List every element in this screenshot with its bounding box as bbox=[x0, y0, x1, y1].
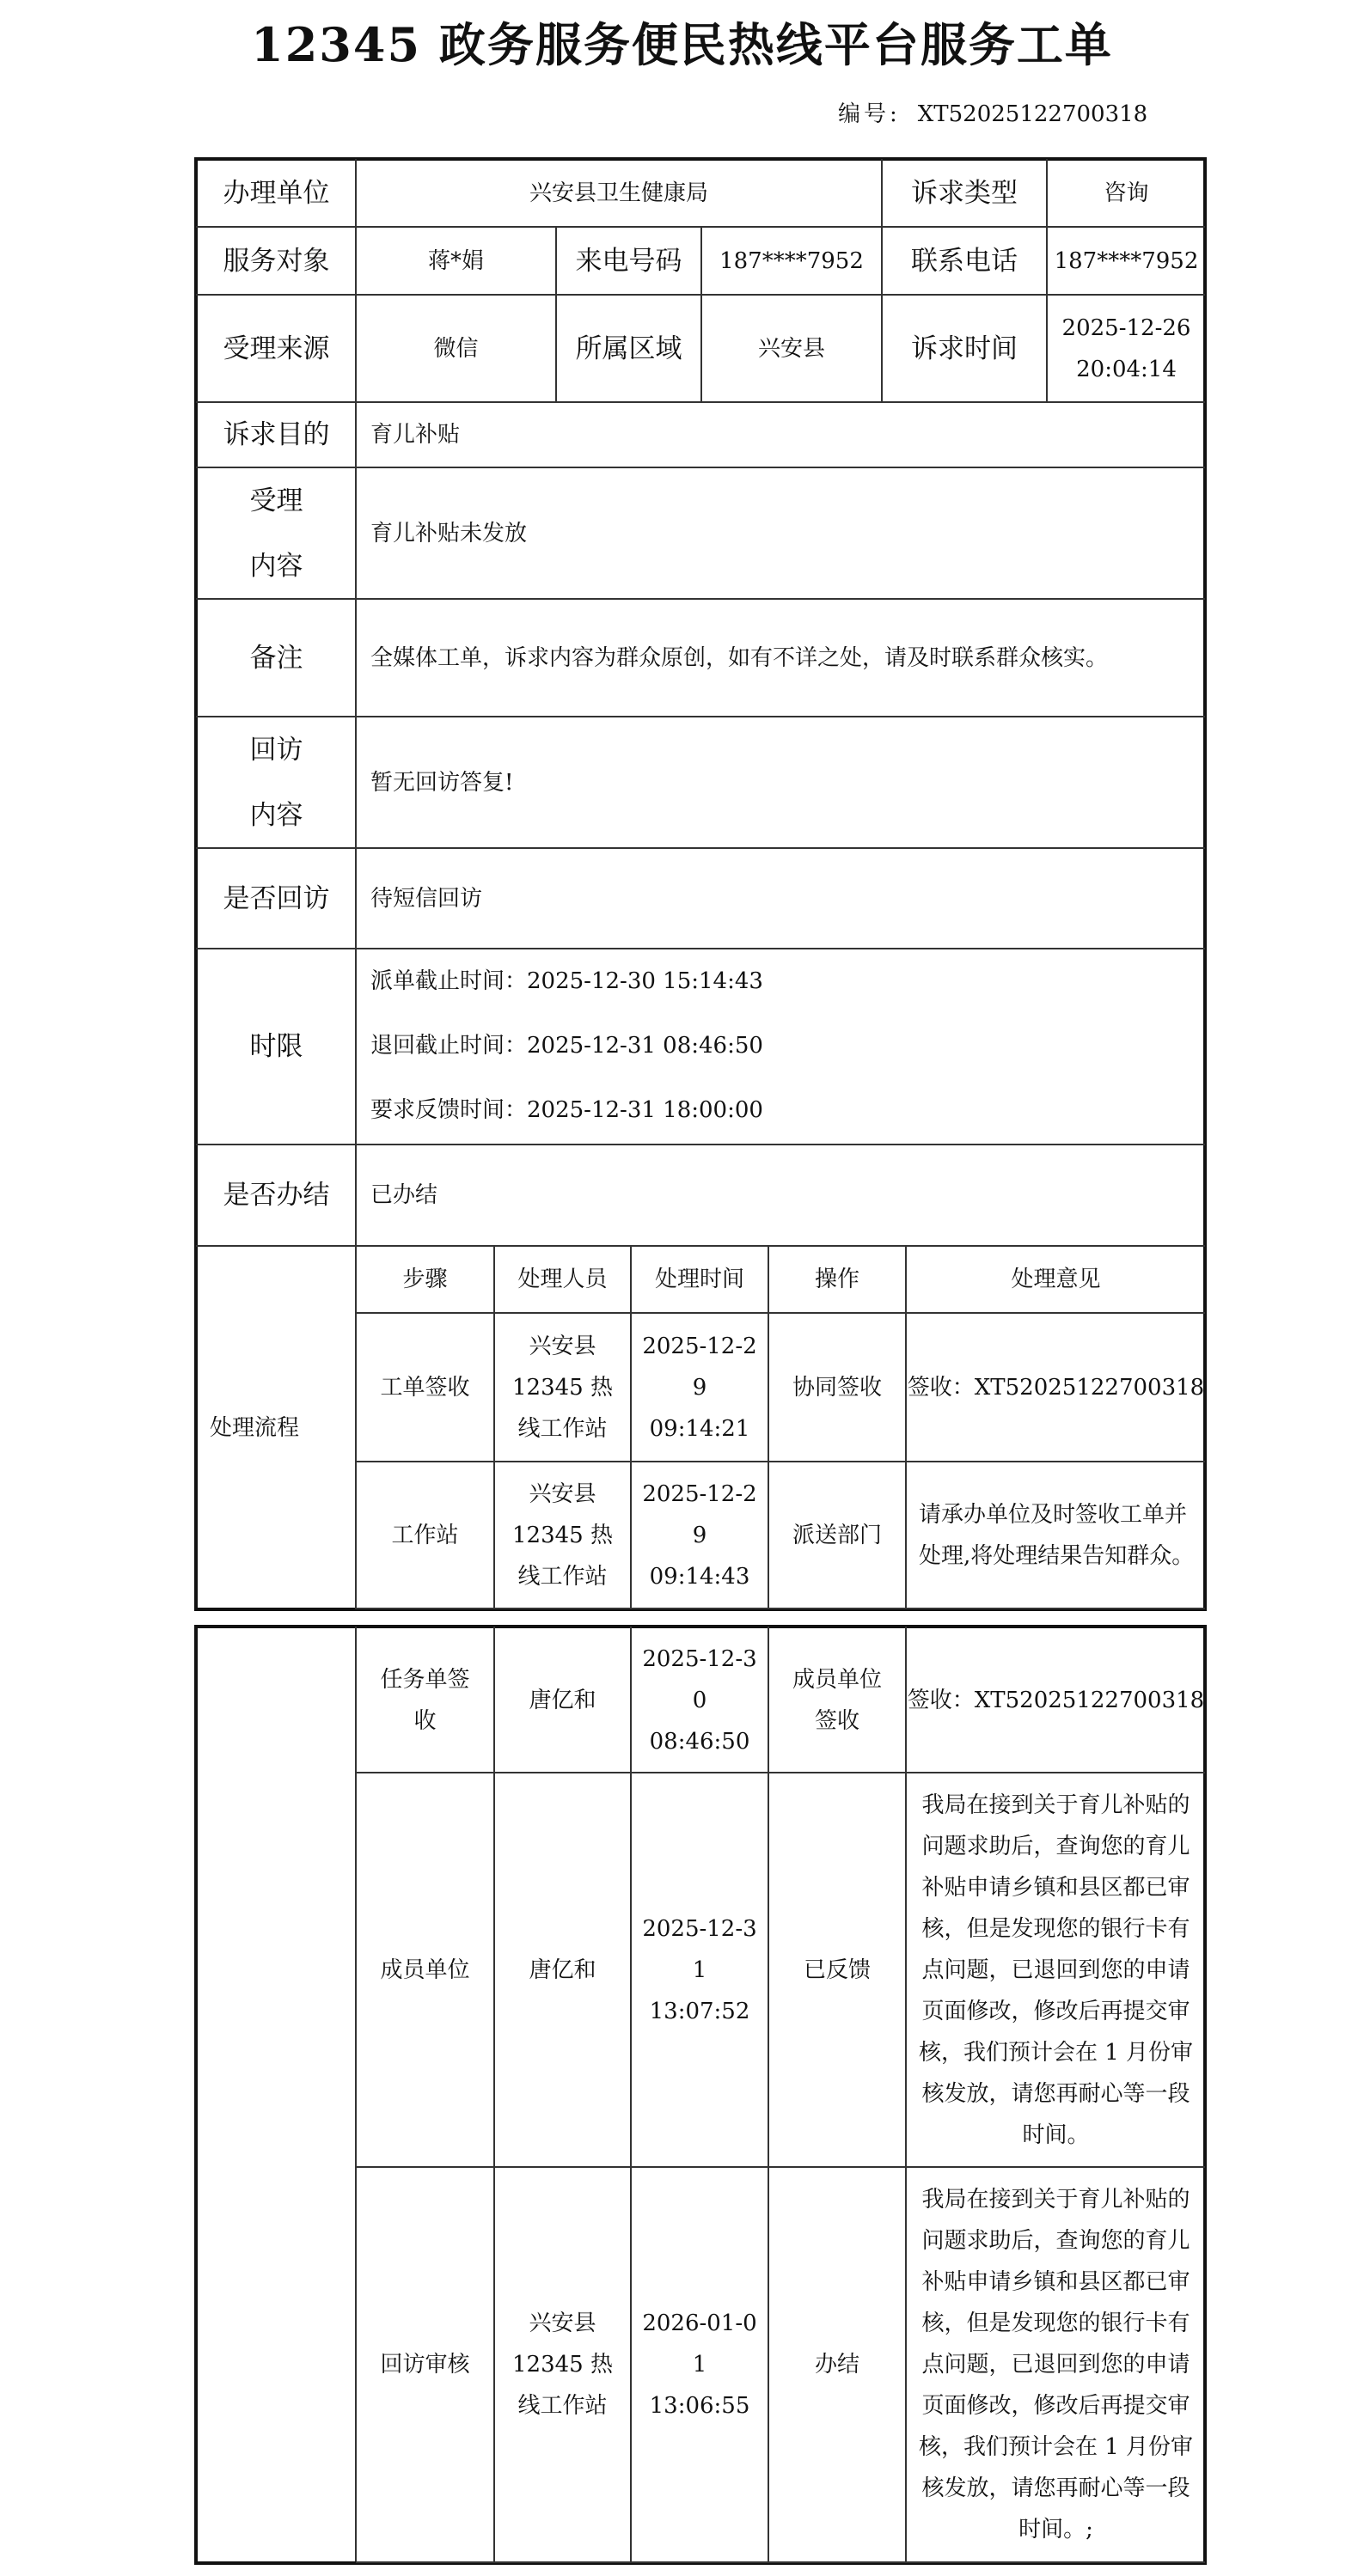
flow-row-0-person-text: 兴安县 bbox=[529, 1333, 596, 1359]
flow-row-4-time-text: 1 bbox=[692, 2352, 707, 2378]
deadline-label: 时限 bbox=[249, 1031, 303, 1062]
content-label bbox=[198, 468, 355, 598]
flow-row-3-step-text: 成员单位 bbox=[380, 1956, 470, 1983]
target-value: 蒋*娟 bbox=[427, 247, 484, 274]
flow-row-0-step bbox=[357, 1314, 493, 1461]
flow-row-4-opinion bbox=[907, 2168, 1205, 2561]
type-value: 咨询 bbox=[1104, 180, 1149, 206]
time-value-date: 2025-12-26 bbox=[1061, 314, 1191, 341]
contact-label: 联系电话 bbox=[911, 245, 1018, 277]
flow-header-op: 操作 bbox=[814, 1267, 859, 1292]
flow-row-1-time-text: 2025-12-2 bbox=[642, 1480, 757, 1507]
flow-row-4-opinion-text: 我局在接到关于育儿补贴的 bbox=[921, 2187, 1190, 2213]
ticket-value: XT52025122700318 bbox=[917, 101, 1148, 127]
need-revisit-label: 是否回访 bbox=[223, 882, 330, 914]
flow-row-3-person bbox=[495, 1773, 630, 2166]
time-value-clock: 20:04:14 bbox=[1076, 356, 1177, 382]
flow-row-2-time-text: 0 bbox=[692, 1687, 707, 1713]
caller-value: 187****7952 bbox=[719, 247, 864, 274]
flow-row-1-person bbox=[495, 1462, 630, 1608]
flow-row-2-step-text: 任务单签 bbox=[380, 1666, 470, 1693]
flow-row-1-op-text: 派送部门 bbox=[792, 1522, 882, 1548]
deadline-values bbox=[357, 949, 1205, 1144]
flow-row-2-op-text: 成员单位 bbox=[792, 1666, 882, 1693]
unit-label: 办理单位 bbox=[223, 178, 330, 209]
flow-row-0-opinion bbox=[907, 1314, 1205, 1461]
flow-label: 处理流程 bbox=[210, 1415, 300, 1441]
deadline-feedback: 要求反馈时间：2025-12-31 18:00:00 bbox=[370, 1097, 763, 1123]
content-value: 育儿补贴未发放 bbox=[370, 520, 528, 546]
flow-row-1-step bbox=[357, 1462, 493, 1608]
flow-row-4-opinion-text: 核发放，请您再耐心等一段 bbox=[921, 2475, 1190, 2501]
revisit-label-line2: 内容 bbox=[249, 799, 303, 831]
flow-row-3-op bbox=[769, 1773, 905, 2166]
deadline-dispatch: 派单截止时间：2025-12-30 15:14:43 bbox=[370, 968, 763, 994]
flow-row-0-time bbox=[632, 1314, 768, 1461]
ticket-label: 编号: bbox=[838, 101, 901, 127]
flow-row-2-op-text: 签收 bbox=[814, 1707, 859, 1734]
flow-row-3-opinion-text: 点问题，已退回到您的申请 bbox=[921, 1956, 1190, 1983]
flow-row-4-time-text: 2026-01-0 bbox=[642, 2310, 757, 2336]
flow-row-3-opinion-text: 页面修改，修改后再提交审 bbox=[921, 1998, 1190, 2024]
remark-value: 全媒体工单，诉求内容为群众原创，如有不详之处，请及时联系群众核实。 bbox=[370, 644, 1109, 671]
flow-row-1-person-text: 兴安县 bbox=[529, 1480, 596, 1507]
flow-row-4-opinion-text: 核，但是发现您的银行卡有 bbox=[921, 2310, 1190, 2336]
closed-label: 是否办结 bbox=[223, 1180, 330, 1211]
flow-row-1-opinion-text: 处理,将处理结果告知群众。 bbox=[919, 1542, 1195, 1569]
type-label: 诉求类型 bbox=[911, 178, 1018, 209]
flow-row-4-opinion-text: 点问题，已退回到您的申请 bbox=[921, 2352, 1190, 2378]
flow-row-1-step-text: 工作站 bbox=[391, 1522, 459, 1548]
flow-row-0-person-text: 12345 热 bbox=[512, 1374, 613, 1401]
content-label-line1: 受理 bbox=[249, 485, 303, 516]
flow-row-3-opinion-text: 补贴申请乡镇和县区都已审 bbox=[921, 1874, 1190, 1901]
flow-row-1-opinion bbox=[907, 1462, 1205, 1608]
flow-row-3-opinion-text: 时间。 bbox=[1022, 2121, 1090, 2148]
flow-row-1-time-text: 9 bbox=[692, 1522, 707, 1548]
flow-row-4-step-text: 回访审核 bbox=[380, 2352, 470, 2378]
flow-row-1-op bbox=[769, 1462, 905, 1608]
flow-row-2-time bbox=[632, 1628, 768, 1772]
flow-row-2-step bbox=[357, 1628, 493, 1772]
flow-row-0-op-text: 协同签收 bbox=[792, 1374, 882, 1401]
page-title: 12345 政务服务便民热线平台服务工单 bbox=[251, 17, 1113, 72]
flow-row-4-person-text: 线工作站 bbox=[517, 2393, 608, 2419]
need-revisit-value: 待短信回访 bbox=[370, 885, 483, 912]
flow-row-0-time-text: 09:14:21 bbox=[649, 1415, 750, 1442]
flow-row-4-step bbox=[357, 2168, 493, 2561]
flow-row-3-time bbox=[632, 1773, 768, 2166]
content-label-line2: 内容 bbox=[249, 550, 303, 582]
flow-row-3-opinion-text: 核发放，请您再耐心等一段 bbox=[921, 2080, 1190, 2107]
flow-row-0-person-text: 线工作站 bbox=[517, 1415, 608, 1442]
flow-row-2-time-text: 08:46:50 bbox=[649, 1728, 750, 1755]
purpose-value: 育儿补贴 bbox=[370, 422, 461, 448]
flow-row-2-person bbox=[495, 1628, 630, 1772]
flow-row-2-time-text: 2025-12-3 bbox=[642, 1645, 757, 1672]
source-label: 受理来源 bbox=[223, 333, 330, 364]
flow-row-4-time bbox=[632, 2168, 768, 2561]
time-value bbox=[1048, 296, 1205, 401]
flow-row-4-op-text: 办结 bbox=[814, 2352, 859, 2378]
flow-header-person: 处理人员 bbox=[517, 1267, 608, 1292]
flow-row-0-person bbox=[495, 1314, 630, 1461]
flow-row-3-time-text: 13:07:52 bbox=[649, 1998, 750, 2024]
time-label: 诉求时间 bbox=[911, 333, 1018, 364]
flow-row-3-person-text: 唐亿和 bbox=[529, 1956, 596, 1983]
caller-label: 来电号码 bbox=[575, 245, 682, 277]
flow-row-3-time-text: 2025-12-3 bbox=[642, 1915, 757, 1942]
flow-row-0-step-text: 工单签收 bbox=[380, 1374, 470, 1401]
flow-row-3-opinion-text: 我局在接到关于育儿补贴的 bbox=[921, 1792, 1190, 1818]
contact-value: 187****7952 bbox=[1054, 247, 1199, 274]
flow-row-1-person-text: 12345 热 bbox=[512, 1522, 613, 1548]
flow-row-3-step bbox=[357, 1773, 493, 2166]
area-label: 所属区域 bbox=[575, 333, 682, 364]
flow-row-4-opinion-text: 问题求助后，查询您的育儿 bbox=[921, 2228, 1190, 2254]
flow-row-2-opinion-text: 签收：XT52025122700318 bbox=[907, 1687, 1205, 1713]
flow-row-3-opinion-text: 问题求助后，查询您的育儿 bbox=[921, 1833, 1190, 1859]
revisit-label bbox=[198, 717, 355, 847]
revisit-label-line1: 回访 bbox=[249, 734, 303, 766]
flow-row-2-opinion bbox=[907, 1628, 1205, 1772]
flow-row-2-op bbox=[769, 1628, 905, 1772]
flow-row-1-person-text: 线工作站 bbox=[517, 1563, 608, 1590]
flow-row-4-person-text: 兴安县 bbox=[529, 2310, 596, 2336]
flow-header-step: 步骤 bbox=[402, 1267, 448, 1292]
target-label: 服务对象 bbox=[223, 245, 330, 277]
remark-label: 备注 bbox=[249, 642, 303, 674]
flow-row-3-time-text: 1 bbox=[692, 1956, 707, 1983]
flow-row-1-time-text: 09:14:43 bbox=[649, 1563, 750, 1590]
flow-row-4-opinion-text: 时间。; bbox=[1018, 2517, 1093, 2542]
area-value: 兴安县 bbox=[757, 335, 825, 362]
source-value: 微信 bbox=[433, 335, 479, 362]
ticket-number bbox=[838, 96, 1147, 128]
purpose-label: 诉求目的 bbox=[223, 419, 330, 450]
flow-row-2-step-text: 收 bbox=[413, 1707, 437, 1734]
flow-row-4-opinion-text: 核，我们预计会在 1 月份审 bbox=[918, 2434, 1194, 2460]
flow-row-0-op bbox=[769, 1314, 905, 1461]
flow-row-1-opinion-text: 请承办单位及时签收工单并 bbox=[919, 1501, 1188, 1528]
flow-row-0-time-text: 2025-12-2 bbox=[642, 1333, 757, 1359]
flow-row-4-opinion-text: 页面修改，修改后再提交审 bbox=[921, 2393, 1190, 2419]
flow-row-3-op-text: 已反馈 bbox=[803, 1956, 871, 1983]
flow-row-4-time-text: 13:06:55 bbox=[649, 2393, 750, 2419]
revisit-value: 暂无回访答复! bbox=[370, 769, 514, 796]
flow-row-0-time-text: 9 bbox=[692, 1374, 707, 1401]
unit-value: 兴安县卫生健康局 bbox=[529, 180, 708, 206]
closed-value: 已办结 bbox=[370, 1182, 438, 1208]
flow-row-4-opinion-text: 补贴申请乡镇和县区都已审 bbox=[921, 2269, 1190, 2295]
flow-row-4-person bbox=[495, 2168, 630, 2561]
flow-row-3-opinion-text: 核，我们预计会在 1 月份审 bbox=[918, 2039, 1194, 2066]
deadline-return: 退回截止时间：2025-12-31 08:46:50 bbox=[370, 1033, 763, 1059]
flow-header-time: 处理时间 bbox=[654, 1267, 744, 1292]
flow-row-0-opinion-text: 签收：XT52025122700318 bbox=[907, 1374, 1205, 1401]
flow-row-3-opinion-text: 核，但是发现您的银行卡有 bbox=[921, 1915, 1190, 1942]
flow-row-2-person-text: 唐亿和 bbox=[529, 1687, 596, 1713]
flow-row-3-opinion bbox=[907, 1773, 1205, 2166]
flow-row-4-op bbox=[769, 2168, 905, 2561]
flow-row-4-person-text: 12345 热 bbox=[512, 2352, 613, 2378]
flow-header-opinion: 处理意见 bbox=[1011, 1267, 1101, 1292]
flow-row-1-time bbox=[632, 1462, 768, 1608]
